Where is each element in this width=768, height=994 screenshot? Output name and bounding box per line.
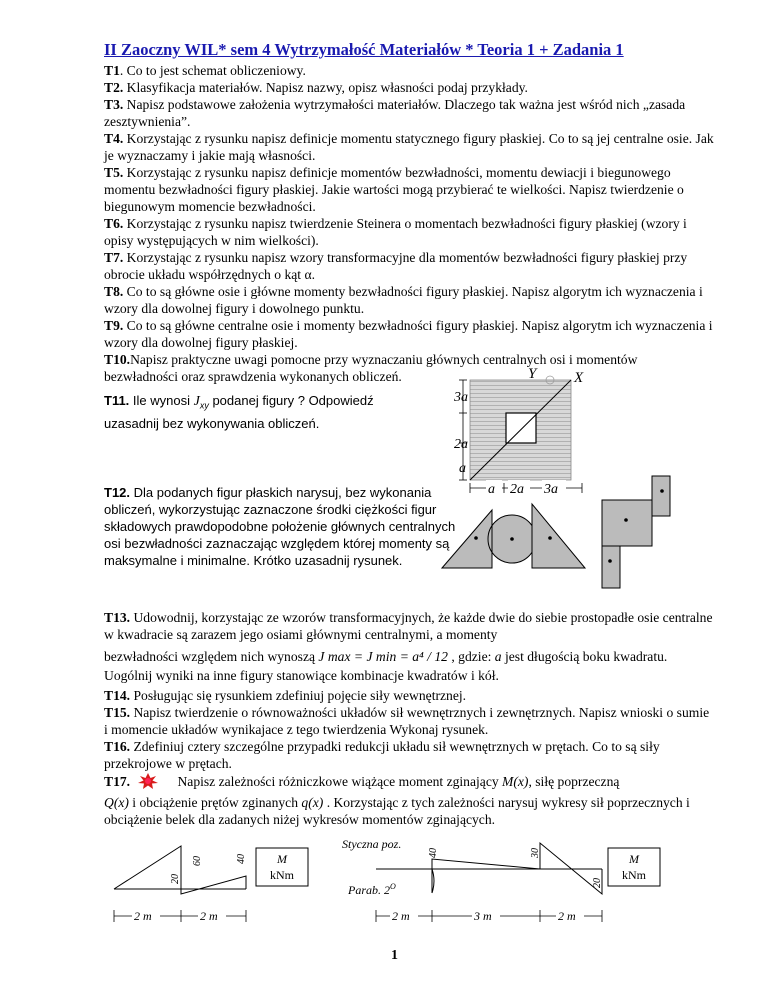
svg-text:M: M xyxy=(277,852,287,866)
dim-3a: 3a xyxy=(454,390,468,405)
figure-t12-right xyxy=(598,470,678,594)
question-t12: T12. Dla podanych figur płaskich narysuj, bez wykonania obliczeń, wykorzystując zaznaczone środki ciężkości figur składowych prawdopodobne położenie głównych centralnych osi bezwładności zaznaczając względem której momenty są maksymalne i minimalne. Krótko uzasadnij rysunek. xyxy=(104,485,456,568)
question-t3: T3. Napisz podstawowe założenia wytrzymałości materiałów. Dlaczego tak ważna jest wśród nich „zasada zesztywnienia”. xyxy=(104,97,686,129)
rect-bottom xyxy=(602,546,620,588)
question-t9: T9. Co to są główne centralne osie i momenty bezwładności figury płaskiej. Napisz algorytm ich wyznaczenia i wzory dla dowolnej figury płaskiej. xyxy=(104,318,713,350)
svg-text:M: M xyxy=(629,852,639,866)
value-20: 20 xyxy=(170,874,181,884)
rect-middle xyxy=(602,500,652,546)
question-t10: T10.Napisz praktyczne uwagi pomocne przy wyznaczaniu głównych centralnych osi i momentów bezwładności oraz sprawdzenia wykonanych obliczeń. xyxy=(104,352,638,384)
value-40: 40 xyxy=(236,854,247,864)
length-2m: 2 m xyxy=(134,909,152,923)
dim-b-2a: 2a xyxy=(510,482,524,497)
length-2m: 2 m xyxy=(558,909,576,923)
questions-top xyxy=(104,62,714,385)
figure-t11 xyxy=(430,358,590,498)
question-t15: T15. Napisz twierdzenie o równoważności układów sił wewnętrznych i zewnętrznych. Napisz wnioski o sumie i momencie układów wynikajace z tego twierdzenia Wykonaj rysunek. xyxy=(104,705,710,737)
figure-t12-left xyxy=(440,500,590,580)
page-number: 1 xyxy=(391,948,398,963)
length-2m: 2 m xyxy=(392,909,410,923)
question-t7: T7. Korzystając z rysunku napisz wzory transformacyjne dla momentów bezwładności figury płaskiej przy obrocie układu współrzędnych o kąt α. xyxy=(104,250,688,282)
question-t1: T1. Co to jest schemat obliczeniowy. xyxy=(104,63,306,78)
centroid-dot xyxy=(608,559,612,563)
question-t11: T11. Ile wynosi $J_{xy}$ podanej figury ? Odpowiedź uzasadnij bez wykonywania obliczeń. xyxy=(104,393,374,431)
centroid-dot xyxy=(624,518,628,522)
label-parabola: Parab. $2^O$ xyxy=(348,882,396,897)
dim-b-3a: 3a xyxy=(544,482,558,497)
value-20: 20 xyxy=(592,878,603,888)
question-t6: T6. Korzystając z rysunku napisz twierdzenie Steinera o momentach bezwładności figury płaskiej (wzory i opisy występujących w nim wielkości). xyxy=(104,216,687,248)
centroid-dot xyxy=(548,536,552,540)
triangle-right xyxy=(532,504,585,568)
questions-bottom xyxy=(104,687,714,772)
moment-diagram-1 xyxy=(104,836,314,928)
dim-b-a: a xyxy=(488,482,495,497)
dim-2a: 2a xyxy=(454,437,468,452)
square-hole xyxy=(506,413,536,443)
centroid-dot xyxy=(474,536,478,540)
value-60: 60 xyxy=(192,856,203,866)
value-40: 40 xyxy=(428,848,439,858)
question-t17: T17. Napisz zależności różniczkowe wiążące moment zginający M(x), siłę poprzeczną Q(x) i obciążenie prętów zginanych q(x) . Korzystając z tych zależności narysuj wykresy sił poprzecznych i obciążenie belek dla zadanych niżej wykresów momentów zginających. xyxy=(104,774,690,827)
dim-a: a xyxy=(459,461,466,476)
value-30: 30 xyxy=(530,848,541,858)
formula-jmax-jmin: J max = J min = a⁴ / 12 xyxy=(318,649,448,664)
question-t13: T13. Udowodnij, korzystając ze wzorów transformacyjnych, że każde dwie do siebie prostopadłe osie centralne w kwadracie są zarazem jego osiami głównymi centralnymi, a momenty bezwładności względem nich wynoszą J max = J min = a⁴ / 12 , gdzie: a jest długością boku kwadratu. Uogólnij wyniki na inne figury stanowiące kombinacje kwadratów i kół. xyxy=(104,610,713,683)
rect-top xyxy=(652,476,670,516)
question-t14: T14. Posługując się rysunkiem zdefiniuj pojęcie siły wewnętrznej. xyxy=(104,688,467,703)
question-t5: T5. Korzystając z rysunku napisz definicje momentów bezwładności, momentu dewiacji i biegunowego momentu bezwładności figury płaskiej. Jakie wartości mogą przybierać te wielkości. Napisz twierdzenie o biegunowym momencie bezwładności. xyxy=(104,165,684,214)
triangle-left xyxy=(442,510,492,568)
label-tangent: Styczna poz. xyxy=(342,837,402,851)
page-title: II Zaoczny WIL* sem 4 Wytrzymałość Materiałów * Teoria 1 + Zadania 1 xyxy=(104,40,624,59)
question-t2: T2. Klasyfikacja materiałów. Napisz nazwy, opisz własności podaj przykłady. xyxy=(104,80,528,95)
svg-text:kNm: kNm xyxy=(270,868,294,882)
figure-t11-hdims xyxy=(468,478,588,498)
star-icon xyxy=(137,773,159,789)
question-t8: T8. Co to są główne osie i główne momenty bezwładności figury płaskiej. Napisz algorytm ich wyznaczenia i wzory dla dowolnej figury i dowolnego punktu. xyxy=(104,284,703,316)
svg-text:kNm: kNm xyxy=(622,868,646,882)
question-t16: T16. Zdefiniuj cztery szczególne przypadki redukcji układu sił wewnętrznych w prętach. Co to są siły przekrojowe w prętach. xyxy=(104,739,660,771)
moment-diagram-2 xyxy=(340,836,670,928)
length-2m: 2 m xyxy=(200,909,218,923)
axis-y-label: Y xyxy=(528,366,537,382)
centroid-dot xyxy=(660,489,664,493)
length-3m: 3 m xyxy=(474,909,492,923)
axis-x-label: X xyxy=(574,370,584,386)
centroid-dot xyxy=(510,537,514,541)
question-t4: T4. Korzystając z rysunku napisz definicje momentu statycznego figury płaskiej. Co to są jej centralne osie. Jak je wyznaczamy i jakie mają własności. xyxy=(104,131,714,163)
